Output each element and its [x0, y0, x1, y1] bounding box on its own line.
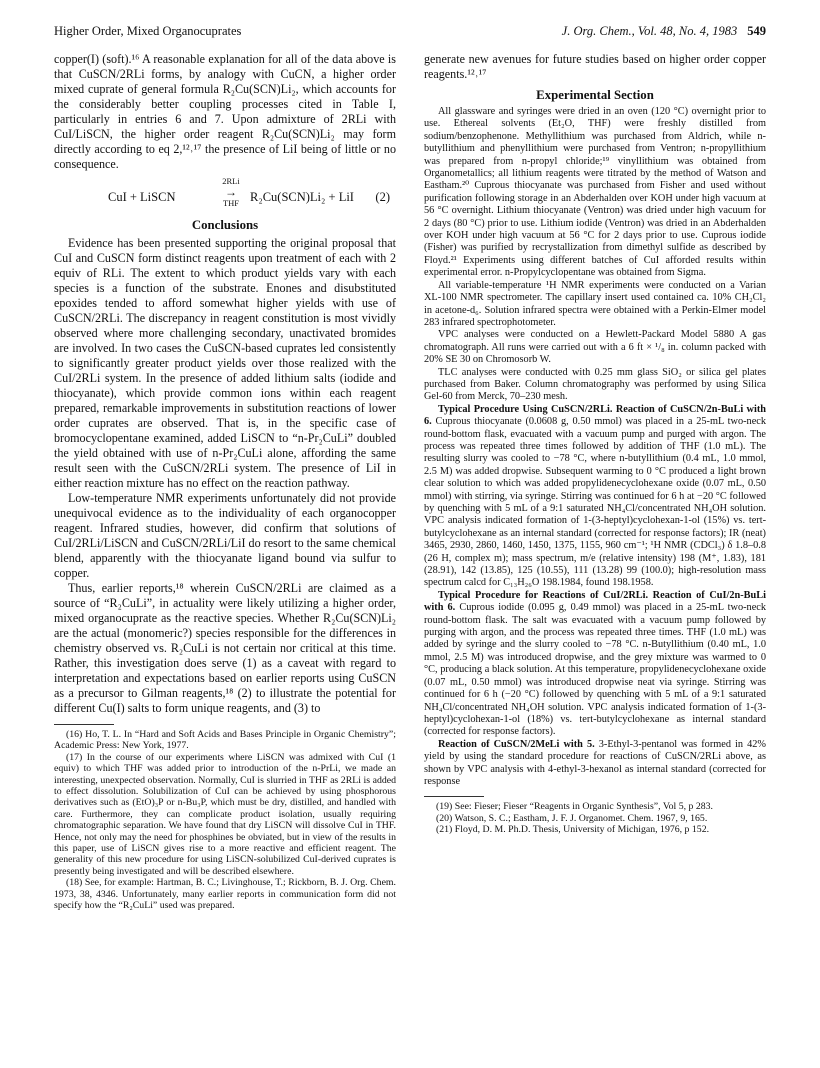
reagent-over-arrow: 2RLi — [222, 176, 240, 186]
footnote-18: (18) See, for example: Hartman, B. C.; Livinghouse, T.; Rickborn, B. J. Org. Chem. 1973, 38, 4346. Unfortunately, many earlier reports in communication form did not specify how the “R₂CuLi” used was prepared. — [54, 877, 396, 912]
run-in-heading: Reaction of CuSCN/2MeLi with 5. — [438, 738, 595, 750]
reaction-arrow — [217, 176, 245, 208]
experimental-heading: Experimental Section — [536, 88, 654, 102]
run-in-heading: Typical Procedure Using CuSCN/2RLi. Reaction of CuSCN/2n-BuLi with 6. — [424, 403, 766, 428]
procedure-text: 3-Ethyl-3-pentanol was formed in 42% yield by using the standard procedure for reactions of CuSCN/2RLi above, as shown by VPC analysis with 4-ethyl-3-hexanol as internal standard (corrected for response — [424, 738, 766, 787]
equation-number: (2) — [375, 190, 390, 204]
equation-lhs: CuI + LiSCN — [108, 190, 176, 204]
journal-info: J. Org. Chem., Vol. 48, No. 4, 1983 — [561, 24, 738, 38]
page-number: 549 — [747, 24, 766, 38]
footnote-rule — [54, 724, 114, 725]
equation-2 — [54, 176, 396, 212]
paragraph: All glassware and syringes were dried in an oven (120 °C) overnight prior to use. Ethereal solvents (Et₂O, THF) were freshly distilled from sodium/benzophenone. Methyllithium was purchased from Aldrich, while n-butyllithium and phenyllithium were purchased from Ventron; n-propyllithium was prepared from n-propyl chloride;¹⁹ vinyllithium was obtained from Organometallics; all lithium reagents were titrated by the method of Watson and Eastham.²⁰ Cuprous thiocyanate was purchased from Fisher and used without purification following storage in an Abderhalden over KOH under high vacuum at 56 °C overnight. Lithium thiocyanate (Ventron) was dried under high vacuum for 2 days (80 °C) prior to use. Lithium iodide (Ventron) was dried in an Abderhalden over KOH under high vacuum at 56 °C for 2 days prior to use. Cuprous iodide (Fisher) was purified by recrystallization from dimethyl sulfide as described by Floyd.²¹ Experiments using different batches of CuI afforded results within experimental error. n-Propylcyclopentane was obtained from Sigma. — [424, 106, 766, 279]
procedure-paragraph — [424, 404, 766, 590]
paragraph: Low-temperature NMR experiments unfortunately did not provide unequivocal evidence as to the individuality of each organocopper reagent. Infrared studies, however, did confirm that solutions of CuI/2RLi/LiSCN and CuSCN/2RLi/LiI do resort to the same chemical blend, apparently with the thiocyanate ligand bound via sulfur to copper. — [54, 491, 396, 580]
equation-rhs: R₂Cu(SCN)Li₂ + LiI — [250, 190, 354, 204]
footnote-17: (17) In the course of our experiments where LiSCN was admixed with CuI (1 equiv) to which THF was added prior to introduction of the n-PrLi, we made an interesting, unexpected observation. Normally, CuI is slurried in THF as 2RLi is added to effect dissolution. Solubilization of CuI can be achieved by using phosphorous derivatives such as (EtO)₃P or n-Bu₃P, which must be dry, distilled, and handled with care. Furthermore, they can complicate product isolation, usually requiring chromatographic separation. We have found that dry LiSCN will dissolve CuI in THF. Hence, not only may the need for phosphines be obviated, but in view of the results in this paper, use of LiSCN gives rise to a more reactive and efficient reagent. The generality of this new procedure for using LiSCN-solubilized CuI-derived cuprates is presently being investigated and will be described elsewhere. — [54, 751, 396, 877]
procedure-paragraph — [424, 590, 766, 739]
footnote-16: (16) Ho, T. L. In “Hard and Soft Acids and Bases Principle in Organic Chemistry”; Academic Press: New York, 1977. — [54, 729, 396, 752]
running-title: Higher Order, Mixed Organocuprates — [54, 24, 242, 38]
paragraph: Thus, earlier reports,¹⁸ wherein CuSCN/2RLi are claimed as a source of “R₂CuLi”, in actuality were likely utilizing a higher order, mixed organocuprate as the reactive species. Whether R₂Cu(SCN)Li₂ are the actual (monomeric?) species responsible for the differences in chemistry observed vs. R₂CuLi is not certain nor critical at this time. Rather, this investigation does serve (1) as a caveat with regard to interpretation and expectations based on earlier reports using CuSCN as a precursor to Gilman reagents,¹⁸ (2) to illustrate the potential for different Cu(I) salts to form unique reagents, and (3) to — [54, 581, 396, 715]
footnote-21: (21) Floyd, D. M. Ph.D. Thesis, University of Michigan, 1976, p 152. — [436, 824, 710, 836]
left-column — [54, 52, 396, 912]
conclusions-heading: Conclusions — [191, 218, 259, 232]
paragraph: VPC analyses were conducted on a Hewlett-Packard Model 5880 A gas chromatograph. All runs were carried out with a 6 ft × ¹/₈ in. column packed with 20% SE 30 on Chromosorb W. — [424, 329, 766, 366]
paragraph: generate new avenues for future studies based on higher order copper reagents.¹²˒¹⁷ — [424, 52, 766, 81]
procedure-text: Cuprous thiocyanate (0.0608 g, 0.50 mmol) was placed in a 25-mL two-neck round-bottom flask, evacuated with a vacuum pump and purged with argon. The process was repeated three times followed by addition of THF (1.0 mL). The resulting slurry was cooled to −78 °C, where n-butyllithium (0.4 mL, 1.0 mmol, 2.5 M) was added dropwise. Subsequent warming to 0 °C produced a light brown clear solution to which was added propylidenecyclohexane oxide (0.07 mL, 0.50 mmol) with stirring, via syringe. Stirring was continued for 6 h at −20 °C followed by quenching with 5 mL of a 9:1 saturated NH₄Cl/concentrated NH₄OH solution. VPC analysis indicated formation of 1-(3-heptyl)cyclohexan-1-ol (15%) vs. tert-butylcyclohexane as an internal standard (corrected for response factors); IR (neat) 3465, 2930, 2860, 1460, 1450, 1375, 1155, 960 cm⁻¹; ¹H NMR (CDCl₃) δ 1.8–0.8 (26 H, complex m); mass spectrum, m/e (relative intensity) 198 (M⁺, 1.83), 181 (28.91), 142 (13.85), 125 (10.55), 111 (13.28) 99 (100.0); high-resolution mass spectrum calcd for C₁₃H₂₆O 198.1984, found 198.1958. — [424, 416, 766, 589]
footnote-19: (19) See: Fieser; Fieser “Reagents in Organic Synthesis”, Vol 5, p 283. — [436, 801, 713, 813]
run-in-heading: Typical Procedure for Reactions of CuI/2RLi. Reaction of CuI/2n-BuLi with 6. — [424, 589, 766, 614]
paragraph: TLC analyses were conducted with 0.25 mm glass SiO₂ or silica gel plates purchased from Baker. Column chromatography was performed by using Silica Gel-60 from Merck, 70–230 mesh. — [424, 366, 766, 403]
journal-citation — [562, 24, 766, 39]
paragraph: Evidence has been presented supporting the original proposal that CuI and CuSCN form distinct reagents upon treatment of each with 2 equiv of RLi. The extent to which product yields vary with each species is a function of the substrate. Enones and disubstituted epoxides tended to afford somewhat higher yields with use of CuSCN/2RLi. The discrepancy in reagent constitution is most vividly observed where more challenging secondary, unactivated bromides are involved. In two cases the CuSCN-based cuprates led consistently to significantly greater product yields over those realized with the CuI/2RLi system. In the presence of added lithium salts (iodide and thiocyanate), which provide common ions within each reagent prepared, remarkable improvements in substitution reactions of lower order cuprates are observed. That is, in the specific case of bromocyclopentane examined, added LiSCN to “n-Pr₂CuLi” doubled the yield obtained with use of n-Pr₂CuLi alone, affording the same result seen with the CuSCN/2RLi system. The presence of LiI in either reaction mixture has no effect on the reaction pathway. — [54, 236, 396, 490]
paragraph: All variable-temperature ¹H NMR experiments were conducted on a Varian XL-100 NMR spectrometer. The capillary insert used contained ca. 10% CH₂Cl₂ in acetone-d₆. Solution infrared spectra were obtained with a Perkin-Elmer model 283 infrared spectrophotometer. — [424, 279, 766, 328]
right-column — [424, 52, 766, 836]
procedure-paragraph — [424, 739, 766, 789]
running-header — [54, 24, 766, 42]
solvent-under-arrow: THF — [222, 198, 240, 208]
procedure-text: Cuprous iodide (0.095 g, 0.49 mmol) was placed in a 25-mL two-neck round-bottom flask. The salt was evacuated with a vacuum pump followed by purging with argon, and the process was repeated three times. THF (1.0 mL) was added by syringe and the slurry cooled to −78 °C. n-Butyllithium (0.40 mL, 1.0 mmol, 2.5 M) was introduced dropwise, and the grey mixture was warmed to 0 °C, producing a black solution. At this temperature, propylidenecyclohexane oxide (0.07 mL, 0.50 mmol) was introduced dropwise neat via syringe. Stirring was continued for 6 h (−20 °C) followed by quenching with 5 mL of a 9:1 saturated NH₄Cl/concentrated NH₄OH solution. VPC analysis indicated formation of 1-(3-heptyl)cyclohexan-1-ol (18%) vs. tert-butylcyclohexane as internal standard (corrected for response factors). — [424, 602, 766, 738]
arrow-glyph: → — [225, 185, 237, 199]
footnote-20: (20) Watson, S. C.; Eastham, J. F. J. Organomet. Chem. 1967, 9, 165. — [436, 812, 708, 824]
paragraph: copper(I) (soft).¹⁶ A reasonable explanation for all of the data above is that CuSCN/2RLi forms, by analogy with CuCN, a higher order mixed cuprate of general formula R₂Cu(SCN)Li₂, which accounts for the considerably better coupling processes cited in Table I, particularly in entries 6 and 7. Upon admixture of 2RLi with CuI/LiSCN, the higher order reagent R₂Cu(SCN)Li₂ may form directly according to eq 2,¹²˒¹⁷ the presence of LiI being of little or no consequence. — [54, 52, 396, 171]
footnote-rule — [424, 796, 484, 797]
